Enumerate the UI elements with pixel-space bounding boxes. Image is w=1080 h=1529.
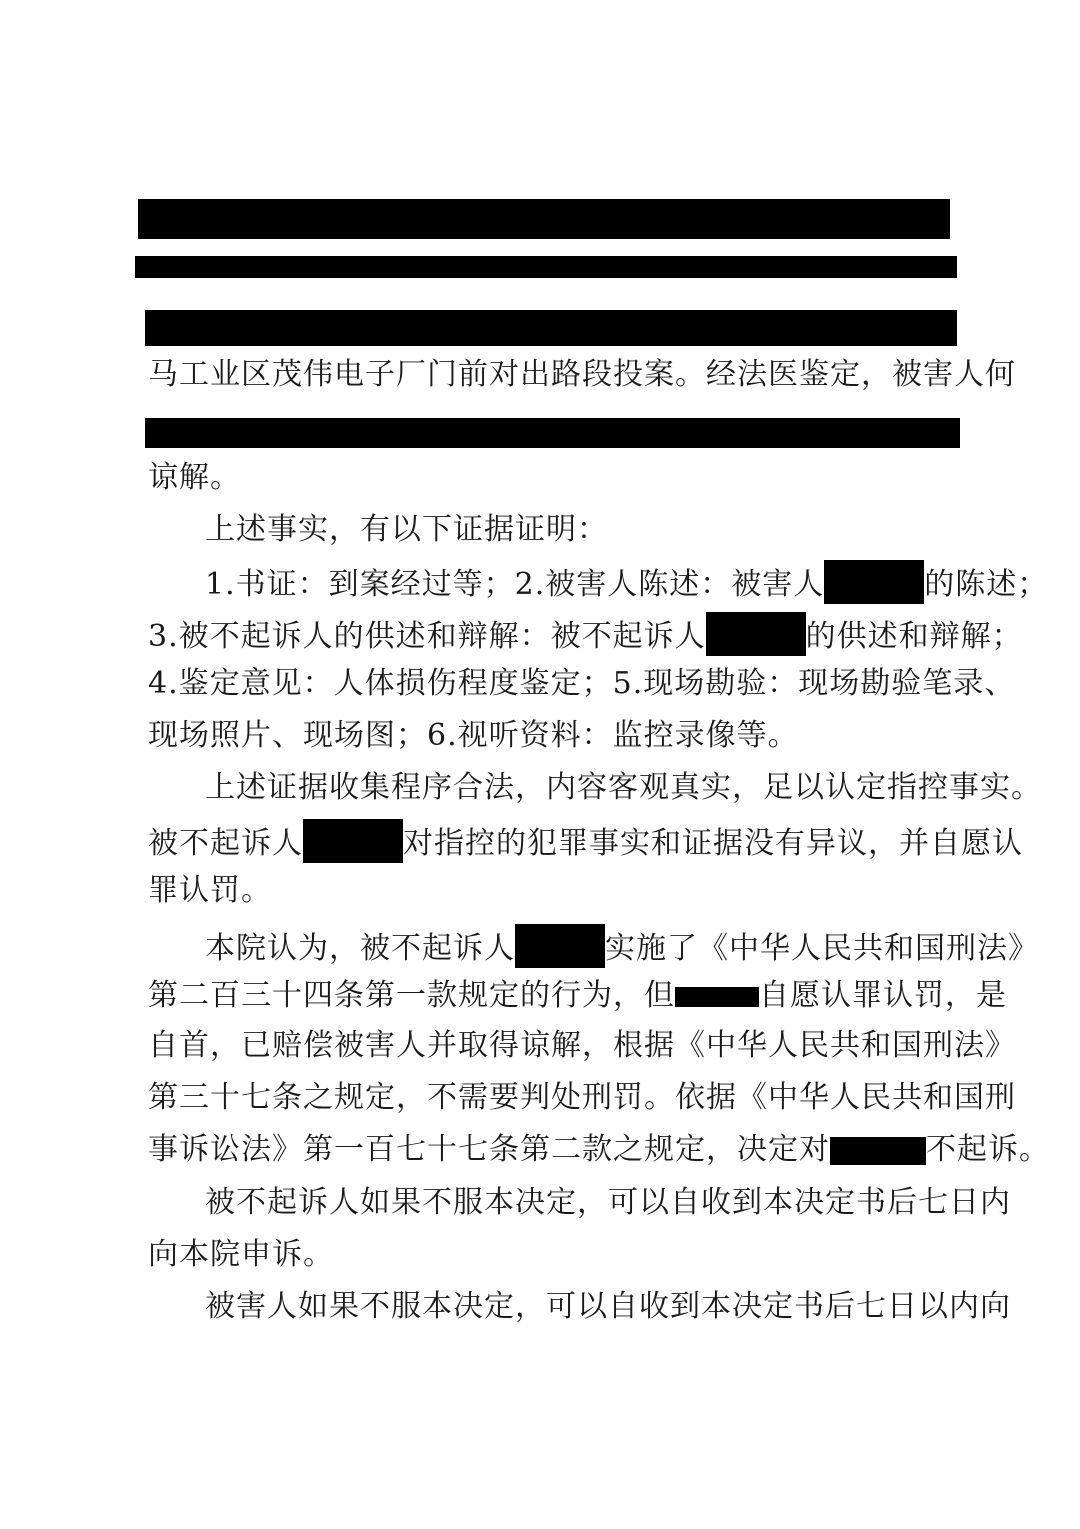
text: 3.被不起诉人的供述和辩解：被不起诉人 [148,619,706,654]
text: 上述事实，有以下证据证明： [205,512,608,547]
text: 4.鉴定意见：人体损伤程度鉴定；5.现场勘验：现场勘验笔录、 [148,666,1016,701]
redaction-defendant-name [675,987,759,1007]
text: 的供述和辩解； [805,619,1023,654]
evidence-line-2 [148,612,1023,657]
text: 本院认为，被不起诉人 [205,931,515,966]
text: 被不起诉人 [148,826,303,861]
redaction-victim-name [824,560,924,604]
paragraph-7-line-1 [205,1287,1011,1327]
text: 1.书证：到案经过等；2.被害人陈述：被害人 [205,567,825,602]
text: 被不起诉人如果不服本决定，可以自收到本决定书后七日内 [205,1185,1011,1220]
redaction-bar-4 [145,418,960,448]
paragraph-5-line-4 [148,1078,1016,1118]
evidence-line-3 [148,664,1016,704]
redaction-defendant-name [515,924,605,968]
text: 事诉讼法》第一百七十七条第二款之规定，决定对 [148,1132,830,1167]
paragraph-5-line-3 [148,1026,1016,1066]
text: 上述证据收集程序合法，内容客观真实，足以认定指控事实。 [205,770,1042,805]
redaction-defendant-name [303,819,403,863]
paragraph-4-line-2 [148,819,1023,864]
text: 谅解。 [148,460,241,495]
text: 向本院申诉。 [148,1237,334,1272]
text: 被害人如果不服本决定，可以自收到本决定书后七日以内向 [205,1289,1011,1324]
redaction-defendant-name [830,1137,926,1165]
text: 实施了《中华人民共和国刑法》 [605,931,1039,966]
paragraph-4-line-3 [148,871,966,911]
text: 自首，已赔偿被害人并取得谅解，根据《中华人民共和国刑法》 [148,1028,1016,1063]
text: 的陈述； [924,567,1049,602]
text: 现场照片、现场图；6.视听资料：监控录像等。 [148,718,799,753]
text: 第二百三十四条第一款规定的行为，但 [148,978,675,1013]
paragraph-2 [205,510,966,550]
redaction-bar-3 [145,310,957,346]
redaction-bar-2 [135,256,957,278]
text: 第三十七条之规定，不需要判处刑罚。依据《中华人民共和国刑 [148,1080,1016,1115]
paragraph-1-line-3 [148,355,1016,395]
text: 自愿认罪认罚，是 [759,978,1007,1013]
text: 马工业区茂伟电子厂门前对出路段投案。经法医鉴定，被害人何 [148,357,1016,392]
text: 不起诉。 [926,1132,1050,1167]
redaction-defendant-name [706,612,806,656]
paragraph-1-line-5 [148,458,966,498]
text: 对指控的犯罪事实和证据没有异议，并自愿认 [403,826,1023,861]
evidence-line-4 [148,716,966,756]
paragraph-5-line-5 [148,1130,1050,1170]
paragraph-6-line-2 [148,1235,966,1275]
paragraph-4-line-1 [205,768,1042,808]
evidence-line-1 [205,560,1049,605]
paragraph-6-line-1 [205,1183,1011,1223]
paragraph-5-line-1 [205,924,1039,969]
paragraph-5-line-2 [148,976,1007,1016]
text: 罪认罚。 [148,873,272,908]
redaction-bar-1 [138,199,950,239]
